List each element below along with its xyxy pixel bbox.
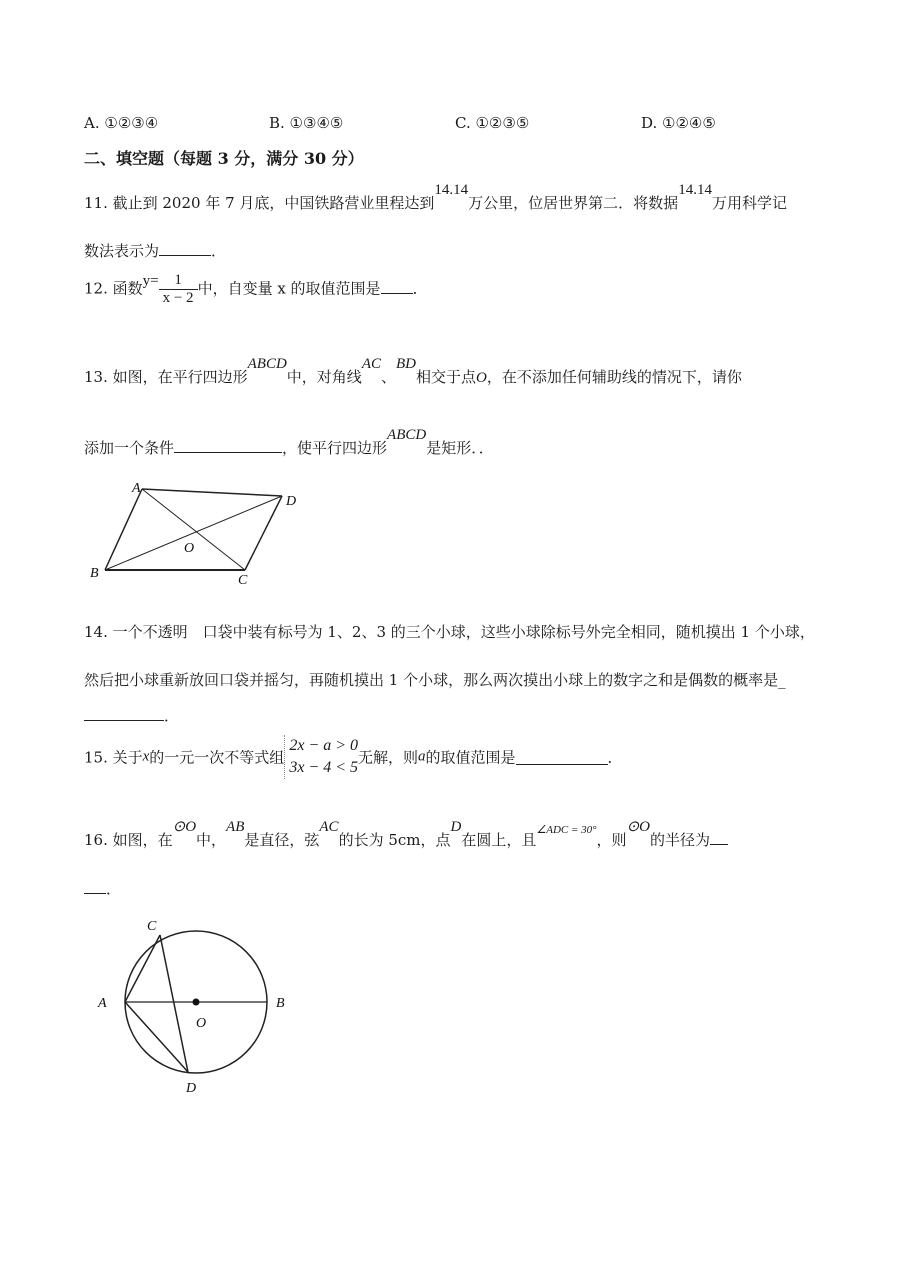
q13-ac: AC: [361, 356, 381, 372]
side-dc: [245, 496, 282, 570]
q13-answer-blank[interactable]: [174, 438, 282, 453]
q13-bd: BD: [396, 356, 416, 372]
question-13-line1: [84, 356, 742, 387]
q11-text-1: 11. 截止到 2020 年 7 月底，中国铁路营业里程达到: [84, 194, 435, 212]
diagonal-ac: [142, 489, 245, 570]
question-13-line2: [84, 427, 494, 458]
chord-cd: [160, 935, 188, 1072]
q16-d: D: [450, 819, 462, 835]
question-14-line2: 然后把小球重新放回口袋并摇匀，再随机摸出 1 个小球，那么两次摸出小球上的数字之和是偶数的概率是_: [84, 671, 786, 689]
q13-text-6: 添加一个条件: [84, 439, 175, 457]
label-c: C: [147, 919, 157, 934]
side-ba: [105, 489, 142, 570]
q11-answer-blank[interactable]: [159, 241, 211, 256]
q16-text-8: ．: [106, 880, 122, 898]
q16-answer-blank-part1[interactable]: [710, 830, 728, 845]
option-b: B. ①③④⑤: [269, 114, 344, 132]
center-point: [193, 999, 200, 1006]
q12-numerator: 1: [159, 272, 198, 290]
q14-answer-blank[interactable]: [84, 706, 164, 721]
q13-text-1: 13. 如图，在平行四边形: [84, 368, 248, 386]
question-11-line2: [84, 240, 226, 261]
q13-abcd-2: ABCD: [387, 427, 427, 443]
side-ad: [142, 489, 282, 496]
parallelogram-figure: [80, 475, 320, 590]
option-c: C. ①②③⑤: [455, 114, 530, 132]
q16-answer-blank-part2[interactable]: [84, 879, 106, 894]
q15-inequality-system: [284, 735, 358, 779]
q13-abcd: ABCD: [247, 356, 287, 372]
q15-answer-blank[interactable]: [516, 750, 608, 765]
q15-text-4: 的取值范围是: [425, 748, 516, 767]
q16-text-4: 的长为 5cm，点: [338, 831, 451, 849]
q16-text-1: 16. 如图，在: [84, 831, 173, 849]
q16-angle: ∠ADC = 30°: [536, 824, 597, 836]
q15-x: x: [142, 748, 150, 765]
label-a: A: [132, 481, 141, 496]
q13-text-7: ，使平行四边形: [282, 439, 388, 457]
q16-ac: AC: [319, 819, 339, 835]
label-d: D: [186, 1081, 197, 1096]
question-14-line1: 14. 一个不透明 口袋中装有标号为 1、2、3 的三个小球，这些小球除标号外完全相同，随机摸出 1 个小球，: [84, 623, 815, 641]
q13-text-4: 相交于点: [416, 368, 477, 386]
q16-circle-o-2: ⊙O: [626, 819, 650, 835]
q12-y-label: y=: [142, 273, 159, 289]
q16-ab: AB: [226, 819, 245, 835]
label-b: B: [90, 566, 99, 581]
q13-text-3: 、: [380, 368, 396, 386]
q16-text-6: ，则: [596, 831, 627, 849]
q11-number-2: 14.14: [678, 182, 712, 198]
question-16-line2: [84, 878, 121, 899]
q13-text-5: ，在不添加任何辅助线的情况下，请你: [486, 368, 742, 386]
section-heading: 二、填空题（每题 3 分，满分 30 分）: [84, 149, 364, 168]
q16-text-3: 是直径，弦: [244, 831, 320, 849]
circle-figure: [90, 910, 300, 1100]
label-b: B: [276, 996, 285, 1011]
option-a: A. ①②③④: [84, 114, 159, 132]
q15-text-5: ．: [607, 748, 623, 767]
q12-answer-blank[interactable]: [381, 279, 413, 294]
q13-point-o: O: [476, 370, 487, 386]
q12-denominator: x − 2: [162, 290, 194, 306]
q15-inequality-2: 3x − 4 < 5: [289, 759, 359, 776]
q13-text-8: 是矩形．．: [426, 439, 494, 457]
option-d: D. ①②④⑤: [641, 114, 716, 132]
q12-text-3: ．: [412, 279, 428, 298]
q15-text-1: 15. 关于: [84, 748, 143, 767]
question-15: [84, 735, 623, 779]
q16-text-7: 的半径为: [649, 831, 710, 849]
label-c: C: [238, 573, 248, 588]
label-a: A: [98, 996, 107, 1011]
q14-text-3: ．: [164, 707, 180, 725]
question-12: [84, 272, 428, 307]
q15-a: a: [418, 748, 426, 765]
q15-text-2: 的一元一次不等式组: [149, 748, 285, 767]
q15-text-3: 无解，则: [358, 748, 419, 767]
q12-text-1: 12. 函数: [84, 279, 143, 298]
question-11-line1: [84, 182, 787, 213]
q16-text-5: 在圆上，且: [461, 831, 537, 849]
q15-inequality-1: 2x − a > 0: [289, 737, 359, 754]
q16-circle-o: ⊙O: [172, 819, 197, 835]
diagonal-bd: [105, 496, 282, 570]
label-d: D: [286, 494, 297, 509]
label-o: O: [196, 1016, 207, 1031]
q12-text-2: 中，自变量 x 的取值范围是: [197, 279, 381, 298]
q11-text-2: 万公里，位居世界第二．将数据: [468, 194, 679, 212]
q11-text-3: 万用科学记: [711, 194, 787, 212]
q13-text-2: 中，对角线: [286, 368, 362, 386]
q12-fraction: [159, 272, 198, 307]
q11-number-1: 14.14: [434, 182, 469, 198]
q11-text-4: 数法表示为: [84, 242, 160, 260]
q16-text-2: 中，: [196, 831, 227, 849]
question-16-line1: [84, 819, 728, 850]
question-14-line3: [84, 705, 179, 726]
label-o: O: [184, 541, 195, 556]
q11-text-5: ．: [211, 242, 227, 260]
chord-ac: [125, 935, 160, 1002]
